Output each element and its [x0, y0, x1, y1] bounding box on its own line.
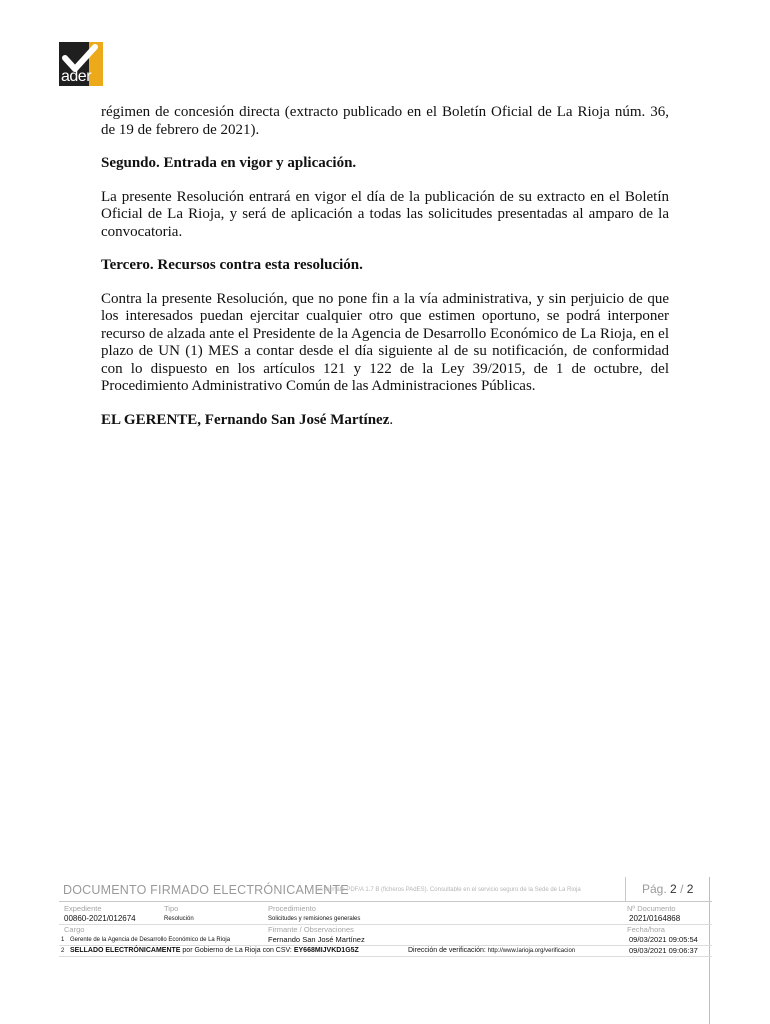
- label-firmante: Firmante / Observaciones: [268, 925, 354, 934]
- logo-text: ader: [61, 68, 92, 85]
- document-body: [101, 104, 669, 429]
- fecha-value-2: 09/03/2021 09:06:37: [629, 946, 698, 955]
- signer-row-1: 1 Gerente de la Agencia de Desarrollo Económico de La Rioja Fernando San José Martínez 09/03/2021 09:05:54: [59, 935, 712, 946]
- footer-note: en formato PDF/A 1.7 B (ficheros PAdES). Consultable en el servicio seguro de la Sede de La Rioja: [316, 887, 581, 893]
- firmante-value: Fernando San José Martínez: [268, 935, 365, 944]
- csv-code: EY668MIJVKD1G5Z: [293, 947, 359, 954]
- label-expediente: Expediente: [64, 904, 102, 913]
- footer-title: DOCUMENTO FIRMADO ELECTRÓNICAMENTE: [63, 883, 349, 897]
- cargo-value: Gerente de la Agencia de Desarrollo Económico de La Rioja: [70, 937, 231, 943]
- paragraph-entrada-vigor: La presente Resolución entrará en vigor el día de la publicación de su extracto en el Boletín Oficial de La Rioja, y será de aplicación a todas las solicitudes presentadas al amparo de la convocatoria.: [101, 188, 669, 240]
- paragraph-regimen: régimen de concesión directa (extracto publicado en el Boletín Oficial de La Rioja núm. 36, de 19 de febrero de 2021).: [101, 104, 669, 138]
- signature-footer: [59, 877, 712, 957]
- label-n-documento: Nº Documento: [627, 904, 676, 913]
- verification-link[interactable]: http://www.larioja.org/verificacion: [487, 948, 576, 954]
- label-procedimiento: Procedimiento: [268, 904, 316, 913]
- ader-logo: [59, 42, 103, 86]
- tipo-value: Resolución: [164, 916, 194, 922]
- signer-row-2: 2 SELLADO ELECTRÓNICAMENTE por Gobierno de La Rioja con CSV: EY668MIJVKD1G5Z Dirección de verificación: http://www.larioja.org/verificacion 09/03/2021 09:06:37: [59, 946, 712, 957]
- paragraph-recursos: Contra la presente Resolución, que no pone fin a la vía administrativa, y sin perjuicio de que los interesados puedan ejercitar cualquier otro que estimen oportuno, se podrá interponer recurso de alzada ante el Presidente de la Agencia de Desarrollo Económico de La Rioja, en el plazo de UN (1) MES a contar desde el día siguiente al de su notificación, de conformidad con lo dispuesto en los artículos 121 y 122 de la Ley 39/2015, de 1 de octubre, del Procedimiento Administrativo Común de las Administraciones Públicas.: [101, 290, 669, 394]
- procedimiento-value: Solicitudes y remisiones generales: [268, 916, 361, 922]
- signature-line: EL GERENTE, Fernando San José Martínez.: [101, 411, 394, 428]
- heading-segundo: Segundo. Entrada en vigor y aplicación.: [101, 155, 357, 171]
- expediente-value: 00860-2021/012674: [64, 914, 136, 923]
- label-fecha: Fecha/hora: [627, 925, 665, 934]
- fecha-value-1: 09/03/2021 09:05:54: [629, 935, 698, 944]
- label-cargo: Cargo: [64, 925, 85, 934]
- page-indicator: Pág. 2 / 2: [625, 877, 712, 901]
- n-documento-value: 2021/0164868: [629, 914, 681, 923]
- heading-tercero: Tercero. Recursos contra esta resolución.: [101, 257, 363, 273]
- label-tipo: Tipo: [164, 904, 179, 913]
